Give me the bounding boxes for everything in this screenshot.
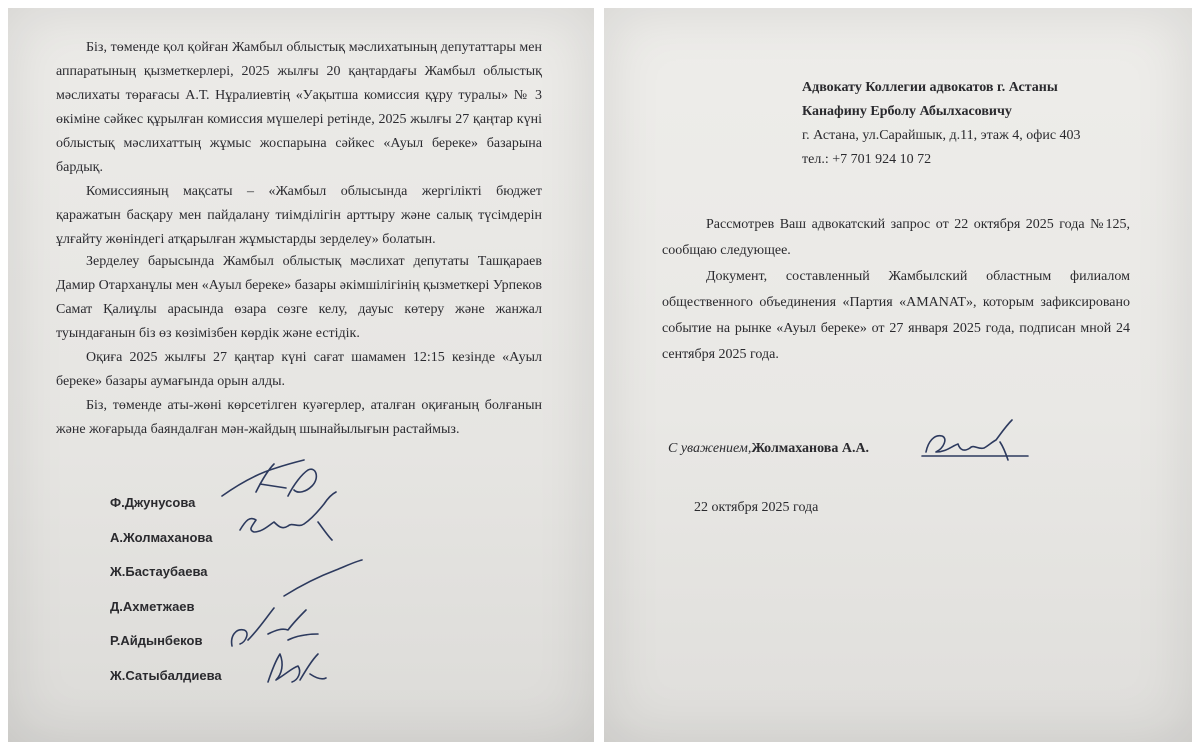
addressee-line: г. Астана, ул.Сарайшык, д.11, этаж 4, офис 403 [802, 128, 1081, 143]
signatory-name: Ж.Сатыбалдиева [110, 668, 222, 683]
handwritten-signature [916, 412, 1036, 468]
letter-date: 22 октября 2025 года [694, 500, 819, 515]
left-paragraph-3: Зерделеу барысында Жамбыл облыстық мәслихат депутаты Ташқараев Дамир Отарханұлы мен «Ауыл береке» базары әкімшілігінің қызметкері Урпеков Самат Қалиұлы арасында өзара сөзге келу, дауыс көтеру және жанжал туындағанын біз өз көзімізбен көрдік және естідік. [56, 254, 542, 341]
addressee-line: тел.: +7 701 924 10 72 [802, 152, 932, 167]
handwritten-signature [232, 486, 352, 546]
left-paragraph-4: Оқиға 2025 жылғы 27 қаңтар күні сағат шамамен 12:15 кезінде «Ауыл береке» базары аумағында орын алды. [56, 350, 542, 389]
left-paragraph-2: Комиссияның мақсаты – «Жамбыл облысында жергілікті бюджет қаражатын басқару мен пайдалану тиімділігін арттыру және салық түсімдерін ұлғайту жөніндегі атқарылған жұмыстарды зерделеу» болатын. [56, 184, 542, 247]
handwritten-signature [262, 644, 332, 690]
left-document-page [8, 8, 594, 742]
addressee-line: Канафину Ерболу Абылхасовичу [802, 104, 1012, 119]
greeting: С уважением, [668, 441, 752, 456]
signatory-name: А.Жолмаханова [110, 530, 213, 545]
letter-closing [668, 441, 869, 457]
left-paragraph-5: Біз, төменде аты-жөні көрсетілген куәгерлер, аталған оқиғаның болғанын және жоғарыда баяндалған мән-жайдың шынайылығын растаймыз. [56, 398, 542, 437]
left-paragraph-1: Біз, төменде қол қойған Жамбыл облыстық мәслихатының депутаттары мен аппаратының қызметкерлері, 2025 жылғы 20 қаңтардағы Жамбыл облыстық мәслихаты төрағасы А.Т. Нұралиевтің «Уақытша комиссия құру туралы» № 3 өкіміне сәйкес құрылған комиссия мүшелері ретінде, 2025 жылғы 27 қаңтар күні облыстық мәслихаттың жұмыс жоспарына сәйкес «Ауыл береке» базарына бардық. [56, 40, 542, 175]
letter-paragraph-2: Документ, составленный Жамбылский областным филиалом общественного объединения «Партия «AMANAT», которым зафиксировано событие на рынке «Ауыл береке» от 27 января 2025 года, подписан мной 24 сентября 2025 года. [662, 269, 1130, 362]
handwritten-signature [280, 556, 370, 606]
signatory-name: Ж.Бастаубаева [110, 564, 208, 579]
signatory-name: Р.Айдынбеков [110, 633, 203, 648]
addressee-line: Адвокату Коллегии адвокатов г. Астаны [802, 80, 1058, 95]
signatory-name: Д.Ахметжаев [110, 599, 195, 614]
signatory-name: Ф.Джунусова [110, 495, 196, 510]
right-document-page [604, 8, 1192, 742]
signer-name: Жолмаханова А.А. [751, 441, 870, 456]
letter-paragraph-1: Рассмотрев Ваш адвокатский запрос от 22 октября 2025 года №125, сообщаю следующее. [662, 217, 1130, 258]
